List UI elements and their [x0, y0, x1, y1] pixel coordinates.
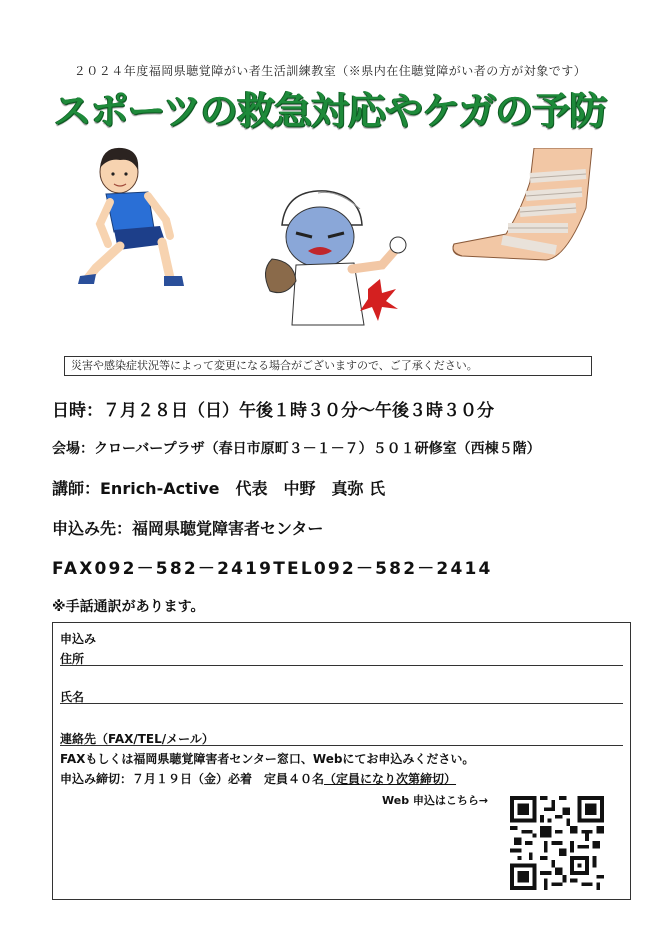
qr-code[interactable] [510, 796, 604, 890]
deadline-note: （定員になり次第締切） [324, 772, 457, 786]
apply-method: FAXもしくは福岡県聴覚障害者センター窓口、Webにてお申込みください。 [60, 752, 475, 766]
name-field[interactable] [60, 703, 623, 704]
change-notice: 災害や感染症状況等によって変更になる場合がございますので、ご了承ください。 [64, 356, 592, 376]
event-venue: 会場：クローバープラザ（春日市原町３－１－７）５０１研修室（西棟５階） [52, 441, 541, 457]
event-datetime: 日時：７月２８日（日）午後１時３０分～午後３時３０分 [52, 401, 494, 421]
name-label: 氏名 [60, 690, 85, 704]
web-apply-link[interactable]: Web 申込はこちら→ [382, 794, 489, 807]
form-heading: 申込み [60, 632, 97, 646]
contact-label: 連絡先（FAX/TEL/メール） [60, 732, 214, 746]
event-lecturer: 講師：Enrich-Active 代表 中野 真弥 氏 [52, 479, 386, 498]
apply-to: 申込み先：福岡県聴覚障害者センター [52, 519, 324, 538]
page-title: スポーツの救急対応やケガの予防 [53, 89, 607, 133]
deadline-text: 申込み締切：７月１９日（金）必着 定員４０名 [60, 772, 325, 786]
address-field[interactable] [60, 665, 623, 666]
bandaged-ankle-illustration [446, 148, 596, 278]
injured-pitcher-illustration [256, 185, 416, 335]
contact-numbers: FAX092－582－2419TEL092－582－2414 [52, 559, 493, 579]
deadline [60, 770, 456, 787]
sign-language-note: ※手話通訳があります。 [52, 599, 205, 615]
contact-field[interactable] [60, 745, 623, 746]
address-label: 住所 [60, 652, 85, 666]
stretching-boy-illustration [74, 140, 194, 290]
event-subtitle: ２０２４年度福岡県聴覚障がい者生活訓練教室（※県内在住聴覚障がい者の方が対象です） [73, 64, 587, 78]
